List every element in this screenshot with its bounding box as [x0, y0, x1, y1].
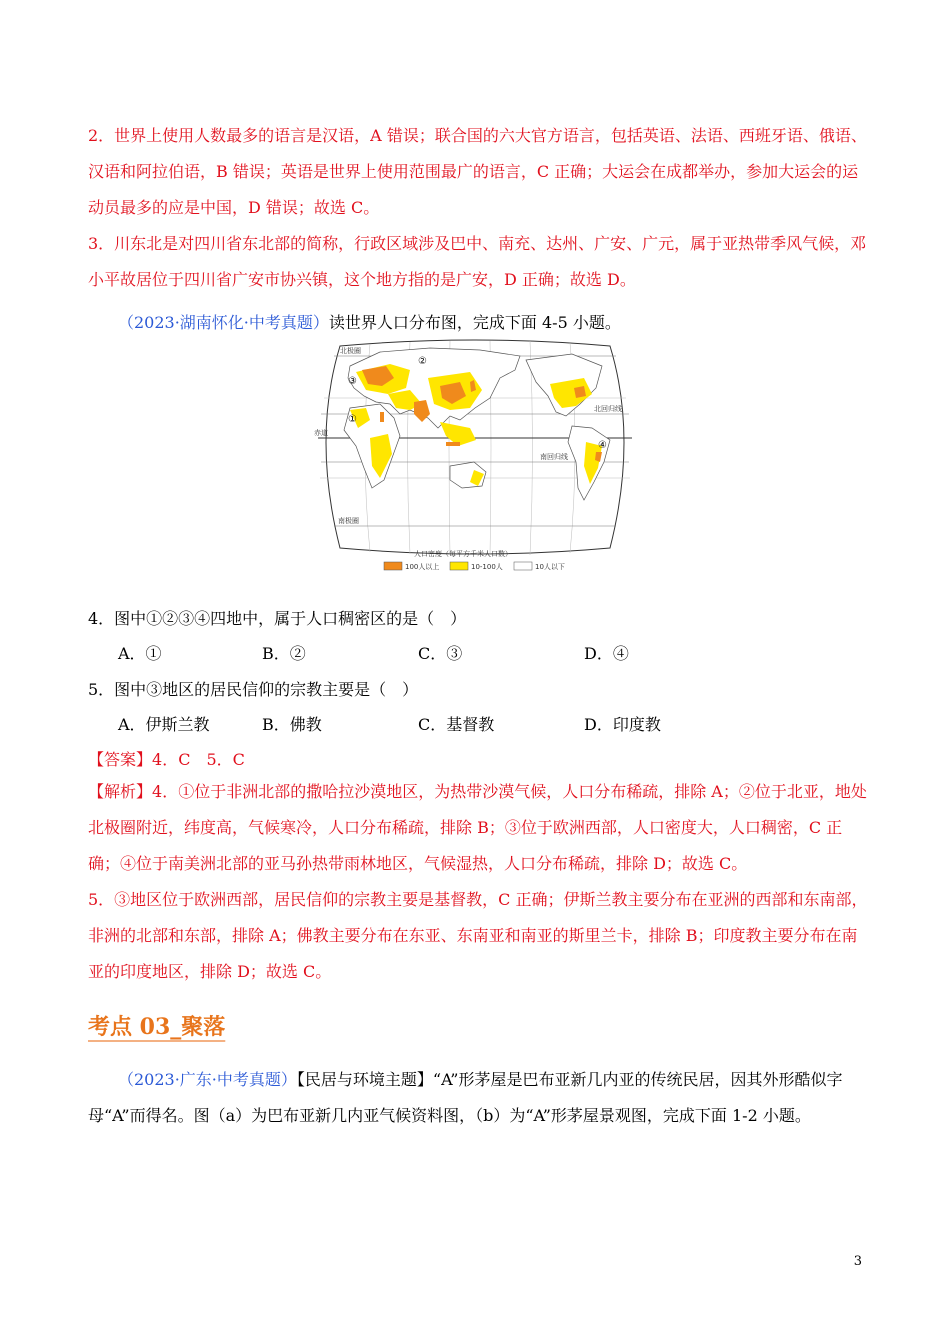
- analysis-label: 【解析】: [88, 782, 153, 801]
- q4-option-d: D．④: [584, 644, 629, 663]
- label-south-circle: 南极圈: [338, 517, 359, 525]
- next-question-source: （2023·广东·中考真题）: [118, 1070, 297, 1089]
- q4-option-c: C．③: [418, 644, 463, 663]
- q5-option-d: D．印度教: [584, 715, 661, 734]
- analysis-q4-text: 4．①位于非洲北部的撒哈拉沙漠地区，为热带沙漠气候，人口分布稀疏，排除 A；②位于北亚，地处北极圈附近，纬度高，气候寒冷，人口分布稀疏，排除 B；③位于欧洲西部，人口密度大，人口稠密，C 正确；④位于南美洲北部的亚马孙热带雨林地区，气候湿热，人口分布稀疏，排除 D；故选 C。: [88, 782, 867, 873]
- question-source: （2023·湖南怀化·中考真题）: [118, 313, 329, 332]
- legend-title: 人口密度（每平方千米人口数）: [414, 550, 512, 558]
- question-intro: [118, 310, 621, 333]
- marker-1: ①: [348, 414, 357, 425]
- analysis-q4: [88, 774, 868, 882]
- legend-low-label: 10人以下: [535, 563, 565, 571]
- density-high-us-east: [574, 386, 586, 398]
- label-tropic-capricorn: 南回归线: [540, 453, 568, 461]
- question-intro-text: 读世界人口分布图，完成下面 4-5 小题。: [328, 313, 621, 332]
- section-heading: 考点 03_聚落: [88, 1014, 226, 1040]
- legend-high-label: 100人以上: [405, 563, 440, 571]
- label-tropic-cancer: 北回归线: [594, 405, 622, 413]
- world-population-map: [310, 338, 640, 578]
- legend-swatch-low: [514, 562, 532, 570]
- label-north-circle: 北极圈: [340, 347, 361, 355]
- map-figure: [310, 338, 640, 578]
- next-question-theme: 【民居与环境主题】: [296, 1070, 433, 1089]
- page-number: 3: [853, 1254, 862, 1269]
- next-question-text: “A”形茅屋是巴布亚新几内亚的传统民居，因其外形酷似字母“A”而得名。图（a）为巴布亚新几内亚气候资料图，（b）为“A”形茅屋景观图，完成下面 1-2 小题。: [88, 1070, 843, 1125]
- density-high-java: [446, 442, 460, 446]
- analysis-q5: 5．③地区位于欧洲西部，居民信仰的宗教主要是基督教，C 正确；伊斯兰教主要分布在亚洲的西部和东南部，非洲的北部和东部，排除 A；佛教主要分布在东亚、东南亚和南亚的斯里兰卡，排除 B；印度教主要分布在南亚的印度地区，排除 D；故选 C。: [88, 890, 868, 981]
- legend-medium-label: 10-100人: [471, 563, 503, 571]
- next-question-intro: [88, 1062, 868, 1134]
- marker-2: ②: [418, 356, 427, 367]
- legend-swatch-high: [384, 562, 402, 570]
- density-high-nile: [380, 412, 384, 422]
- legend-swatch-medium: [450, 562, 468, 570]
- q5-option-c: C．基督教: [418, 715, 495, 734]
- answer-label: 【答案】: [88, 750, 153, 769]
- label-equator: 赤道: [314, 429, 328, 437]
- q4-option-b: B．②: [262, 644, 306, 663]
- answer-text: 4．C 5．C: [152, 750, 245, 769]
- answer-q2-explanation: 2．世界上使用人数最多的语言是汉语，A 错误；联合国的六大官方语言，包括英语、法语、西班牙语、俄语、汉语和阿拉伯语，B 错误；英语是世界上使用范围最广的语言，C 正确；大运会在成都举办，参加大运会的运动员最多的应是中国，D 错误；故选 C。: [88, 126, 867, 217]
- q5-option-a: A．伊斯兰教: [118, 715, 210, 734]
- marker-4: ④: [598, 440, 607, 451]
- answer-q3-explanation: 3．川东北是对四川省东北部的简称，行政区域涉及巴中、南充、达州、广安、广元，属于亚热带季风气候，邓小平故居位于四川省广安市协兴镇，这个地方指的是广安，D 正确；故选 D。: [88, 234, 867, 289]
- q5-option-b: B．佛教: [262, 715, 322, 734]
- q4-stem: 4．图中①②③④四地中，属于人口稠密区的是（ ）: [88, 609, 467, 628]
- q5-stem: 5．图中③地区的居民信仰的宗教主要是（ ）: [88, 680, 419, 699]
- answer-line: [88, 747, 245, 770]
- q4-option-a: A．①: [118, 644, 162, 663]
- marker-3: ③: [348, 376, 357, 387]
